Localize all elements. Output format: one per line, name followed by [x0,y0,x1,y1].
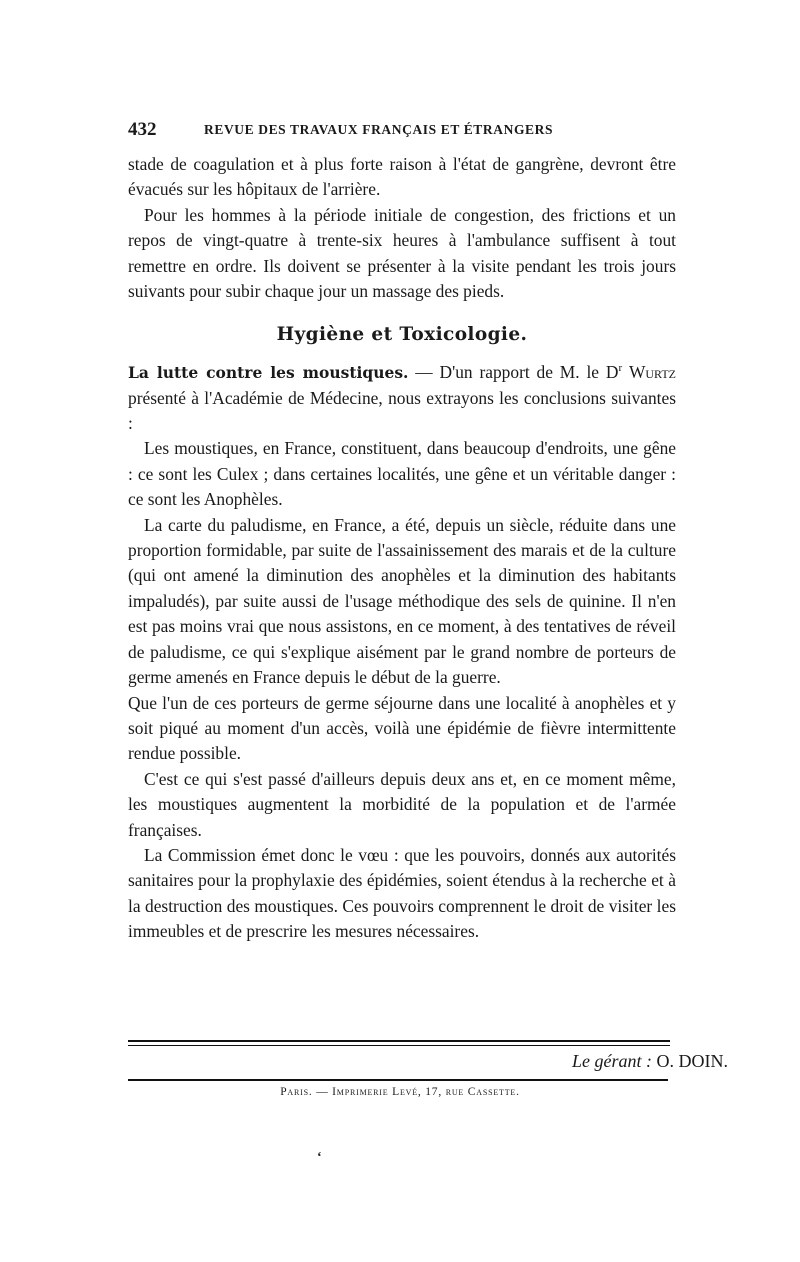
article-run-in-title: La lutte contre les moustiques. [128,363,409,383]
paragraph: Que l'un de ces porteurs de germe séjourne dans une localité à anophèles et y soit piqué au moment d'un accès, voilà une épidémie de fièvre intermittente rendue possible. [128,692,676,764]
author-name: Wurtz [628,362,676,383]
paragraph: C'est ce qui s'est passé d'ailleurs depuis deux ans et, en ce moment même, les moustiques augmentent la morbidité de la population et de l'armée françaises. [128,768,676,840]
footer-rule [128,1079,668,1081]
gerant-name: O. DOIN. [656,1051,728,1071]
double-rule-line [128,1040,670,1046]
intro-text-cont: présenté à l'Académie de Médecine, nous extrayons les conclusions suivantes : [128,387,676,434]
paragraph: stade de coagulation et à plus forte raison à l'état de gangrène, devront être évacués sur les hôpitaux de l'arrière. [128,154,676,200]
paragraph: La Commission émet donc le vœu : que les pouvoirs, donnés aux autorités sanitaires pour la prophylaxie des épidémies, soient étendus à la recherche et à la destruction des moustiques. Ces pouvoirs comprennent le droit de visiter les immeubles et de prescrire les mesures nécessaires. [128,844,676,942]
section-title: Hygiène et Toxicologie. [276,324,528,346]
running-head: REVUE DES TRAVAUX FRANÇAIS ET ÉTRANGERS [204,122,554,137]
page-number: 432 [128,119,157,140]
paragraph: Les moustiques, en France, constituent, dans beaucoup d'endroits, une gêne : ce sont les Culex ; dans certaines localités, une gêne et un véritable danger : ce sont les Anophèles. [128,438,676,510]
footer-double-rule [128,1040,670,1046]
paragraph: La carte du paludisme, en France, a été, depuis un siècle, réduite dans une proportion formidable, par suite de l'assainissement des marais et de la culture (qui ont amené la diminution des anophèles et la diminution des habitants impaludés), par suite aussi de l'usage méthodique des sels de quinine. Il n'en est pas moins vrai que nous assistons, en ce moment, à des tentatives de réveil de paludisme, ce qui s'explique aisément par le grand nombre de porteurs de germe amenés en France depuis le début de la guerre. [128,514,676,688]
ink-speck: ʻ [317,1150,322,1165]
page-header [128,119,680,141]
intro-text: — D'un rapport de M. le D [408,362,619,383]
gerant-line [572,1051,728,1072]
title-abbrev: r [618,362,623,375]
printer-imprint: Paris. — Imprimerie Levé, 17, rue Cassette. [280,1086,520,1098]
gerant-label: Le gérant : [572,1051,652,1071]
paragraph: Pour les hommes à la période initiale de congestion, des frictions et un repos de vingt-quatre à trente-six heures à l'ambulance suffisent à tout remettre en ordre. Ils doivent se présenter à la visite pendant les trois jours suivants pour subir chaque jour un massage des pieds. [128,204,676,302]
article-intro [128,356,676,436]
body-text [128,152,676,945]
